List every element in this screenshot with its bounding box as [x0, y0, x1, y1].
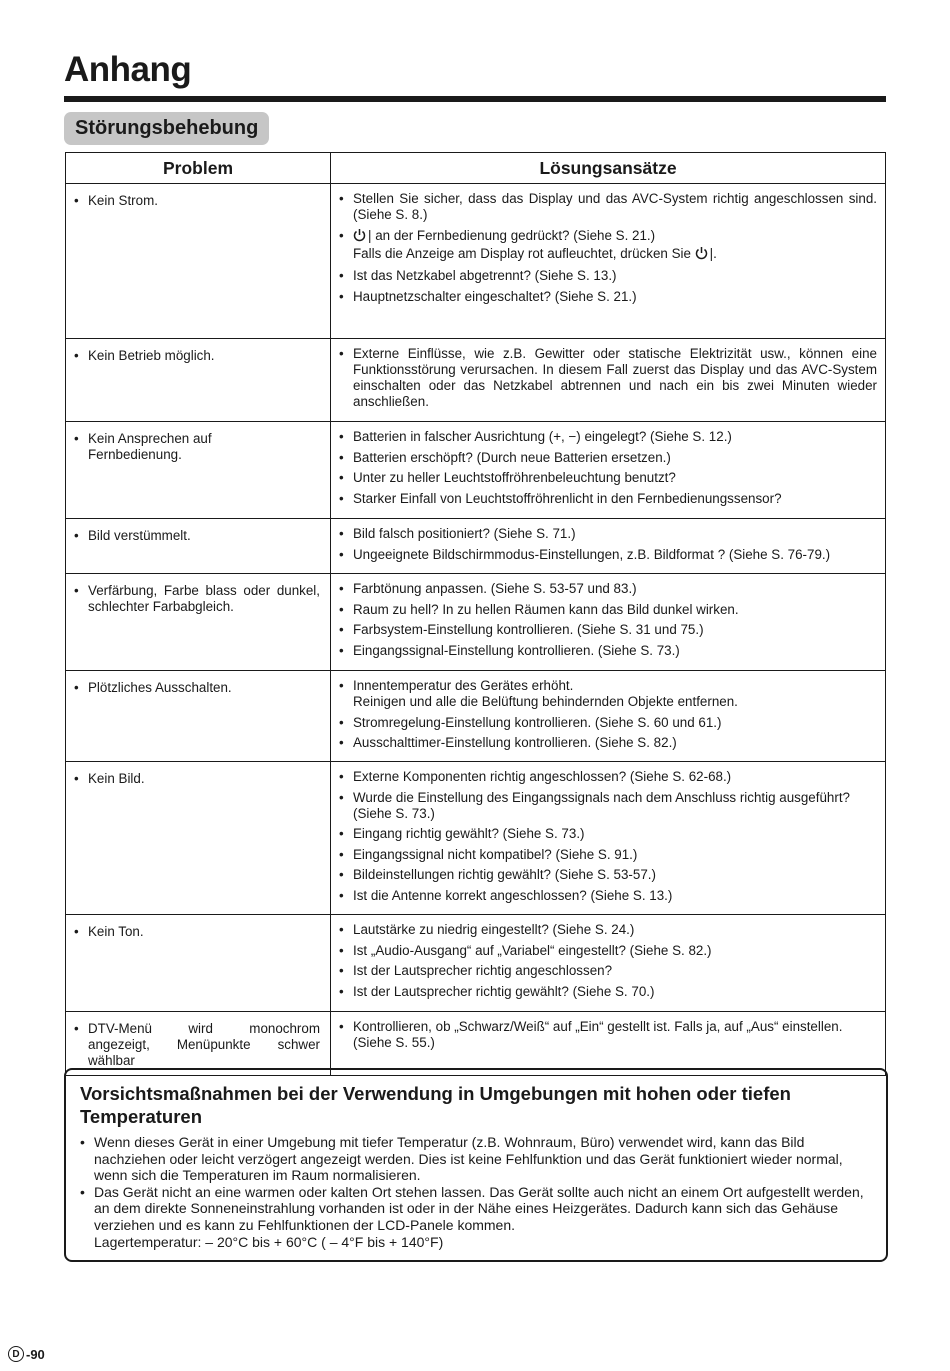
list-item: • | an der Fernbedienung gedrückt? (Siehe S. 21.) Falls die Anzeige am Display rot aufleuchtet, drücken Sie |.: [339, 228, 877, 264]
list-item: • Batterien erschöpft? (Durch neue Batterien ersetzen.): [339, 449, 671, 465]
solutions-column-header: Lösungsansätze: [331, 153, 886, 184]
solution-cell: [331, 574, 886, 671]
solution-cell: [331, 671, 886, 762]
list-item: • Batterien in falscher Ausrichtung (+, −) eingelegt? (Siehe S. 12.): [339, 429, 732, 444]
problem-cell: • Kein Strom.: [66, 184, 331, 339]
problem-text: Kein Ton.: [88, 924, 144, 939]
caution-title: Vorsichtsmaßnahmen bei der Verwendung in Umgebungen mit hohen oder tiefen Temperaturen: [80, 1083, 791, 1127]
temperature-caution-box: [64, 1068, 888, 1262]
list-item: • Ist das Netzkabel abgetrennt? (Siehe S. 13.): [339, 268, 617, 284]
problem-cell: • Kein Ton.: [66, 915, 331, 1012]
page-number: D -90: [8, 1346, 45, 1362]
table-row: [66, 762, 886, 915]
problem-text: Kein Betrieb möglich.: [88, 348, 215, 363]
list-item: • Wurde die Einstellung des Eingangssignals nach dem Anschluss richtig ausgeführt? (Siehe S. 73.): [339, 789, 850, 821]
power-icon: [695, 246, 708, 264]
list-item: • Externe Komponenten richtig angeschlossen? (Siehe S. 62-68.): [339, 769, 732, 784]
list-item: • Farbsystem-Einstellung kontrollieren. (Siehe S. 31 und 75.): [339, 622, 704, 638]
problem-cell: • Verfärbung, Farbe blass oder dunkel, schlechter Farbabgleich.: [66, 574, 331, 671]
problem-text: Kein Ansprechen auf Fernbedienung.: [88, 431, 212, 462]
list-item: • Lautstärke zu niedrig eingestellt? (Siehe S. 24.): [339, 922, 635, 937]
problem-column-header: Problem: [66, 153, 331, 184]
list-item: • Unter zu heller Leuchtstoffröhrenbeleuchtung benutzt?: [339, 470, 676, 486]
table-row: [66, 574, 886, 671]
problem-cell: • DTV-Menü wird monochrom angezeigt, Menüpunkte schwer wählbar: [66, 1012, 331, 1076]
list-item: • Ist der Lautsprecher richtig angeschlossen?: [339, 963, 613, 979]
problem-text: Kein Strom.: [88, 193, 158, 208]
title-divider: [64, 96, 886, 102]
solution-cell: [331, 184, 886, 339]
table-row: [66, 671, 886, 762]
problem-cell: • Kein Ansprechen auf Fernbedienung.: [66, 422, 331, 519]
problem-text: Bild verstümmelt.: [88, 528, 191, 543]
problem-cell: • Kein Bild.: [66, 762, 331, 915]
list-item: • Kontrollieren, ob „Schwarz/Weiß“ auf „Ein“ gestellt ist. Falls ja, auf „Aus“ einstellen. (Siehe S. 55.): [339, 1019, 843, 1050]
list-item: • Stellen Sie sicher, dass das Display und das AVC-System richtig angeschlossen sind. (Siehe S. 8.): [339, 191, 877, 222]
table-row: [66, 184, 886, 339]
list-item: • Hauptnetzschalter eingeschaltet? (Siehe S. 21.): [339, 288, 637, 304]
list-item: • Bild falsch positioniert? (Siehe S. 71.): [339, 526, 576, 541]
list-item: • Eingangssignal-Einstellung kontrollieren. (Siehe S. 73.): [339, 642, 680, 658]
list-item: • Ist die Antenne korrekt angeschlossen? (Siehe S. 13.): [339, 887, 673, 903]
problem-text: Plötzliches Ausschalten.: [88, 680, 232, 695]
caution-item: • Wenn dieses Gerät in einer Umgebung mit tiefer Temperatur (z.B. Wohnraum, Büro) verwendet wird, kann das Bild nachziehen oder leicht verzögert angezeigt werden. Dies ist keine Fehlfunktion und das Gerät funktioniert wieder normal, wenn sich die Temperaturen im Raum normalisieren.: [80, 1134, 843, 1184]
problem-cell: • Plötzliches Ausschalten.: [66, 671, 331, 762]
list-item: • Farbtönung anpassen. (Siehe S. 53-57 und 83.): [339, 581, 637, 596]
list-item: • Bildeinstellungen richtig gewählt? (Siehe S. 53-57.): [339, 867, 656, 883]
list-item: • Ausschalttimer-Einstellung kontrollieren. (Siehe S. 82.): [339, 735, 677, 751]
solution-cell: [331, 762, 886, 915]
table-row: [66, 1012, 886, 1076]
list-item: • Ungeeignete Bildschirmmodus-Einstellungen, z.B. Bildformat ? (Siehe S. 76-79.): [339, 546, 831, 562]
table-header-row: [66, 153, 886, 184]
caution-item: • Das Gerät nicht an eine warmen oder kalten Ort stehen lassen. Das Gerät sollte auch nicht an einem Ort aufgestellt werden, an dem direkte Sonneneinstrahlung vorhanden ist oder in der Nähe eines Heizgerätes. Dadurch kann sich das Gehäuse verziehen und es kann zu Fehlfunktionen der LCD-Panele kommen. Lagertemperatur: – 20°C bis + 60°C ( – 4°F bis + 140°F): [80, 1183, 864, 1250]
table-row: [66, 519, 886, 574]
solution-cell: [331, 915, 886, 1012]
solution-cell: [331, 519, 886, 574]
section-heading: Störungsbehebung: [64, 112, 269, 145]
problem-cell: • Kein Betrieb möglich.: [66, 339, 331, 422]
troubleshooting-table: [65, 152, 886, 1076]
list-item: • Externe Einflüsse, wie z.B. Gewitter oder statische Elektrizität usw., können eine Funktionsstörung verursachen. In diesem Fall zuerst das Display und das AVC-System einschalten oder das Netzkabel abtrennen und nach ein bis zwei Minuten wieder anschließen.: [339, 346, 877, 409]
solution-cell: [331, 1012, 886, 1076]
solution-cell: [331, 339, 886, 422]
problem-text: Verfärbung, Farbe blass oder dunkel, schlechter Farbabgleich.: [88, 583, 320, 614]
list-item: • Ist „Audio-Ausgang“ auf „Variabel“ eingestellt? (Siehe S. 82.): [339, 942, 712, 958]
power-icon: [353, 228, 366, 246]
table-row: [66, 339, 886, 422]
table-row: [66, 422, 886, 519]
list-item: • Eingangssignal nicht kompatibel? (Siehe S. 91.): [339, 846, 638, 862]
list-item: • Raum zu hell? In zu hellen Räumen kann das Bild dunkel wirken.: [339, 601, 739, 617]
list-item: • Ist der Lautsprecher richtig gewählt? (Siehe S. 70.): [339, 983, 655, 999]
problem-text: DTV-Menü wird monochrom angezeigt, Menüpunkte schwer wählbar: [88, 1021, 320, 1068]
solution-cell: [331, 422, 886, 519]
storage-temperature: Lagertemperatur: – 20°C bis + 60°C ( – 4°F bis + 140°F): [94, 1233, 444, 1250]
page-letter-badge: D: [8, 1346, 24, 1362]
page-title: Anhang: [64, 50, 192, 89]
problem-text: Kein Bild.: [88, 771, 145, 786]
problem-cell: • Bild verstümmelt.: [66, 519, 331, 574]
table-row: [66, 915, 886, 1012]
list-item: • Innentemperatur des Gerätes erhöht. Reinigen und alle die Belüftung behindernden Objekte entfernen.: [339, 678, 738, 709]
list-item: • Starker Einfall von Leuchtstoffröhrenlicht in den Fernbedienungssensor?: [339, 490, 782, 506]
list-item: • Stromregelung-Einstellung kontrollieren. (Siehe S. 60 und 61.): [339, 714, 722, 730]
list-item: • Eingang richtig gewählt? (Siehe S. 73.): [339, 826, 585, 842]
